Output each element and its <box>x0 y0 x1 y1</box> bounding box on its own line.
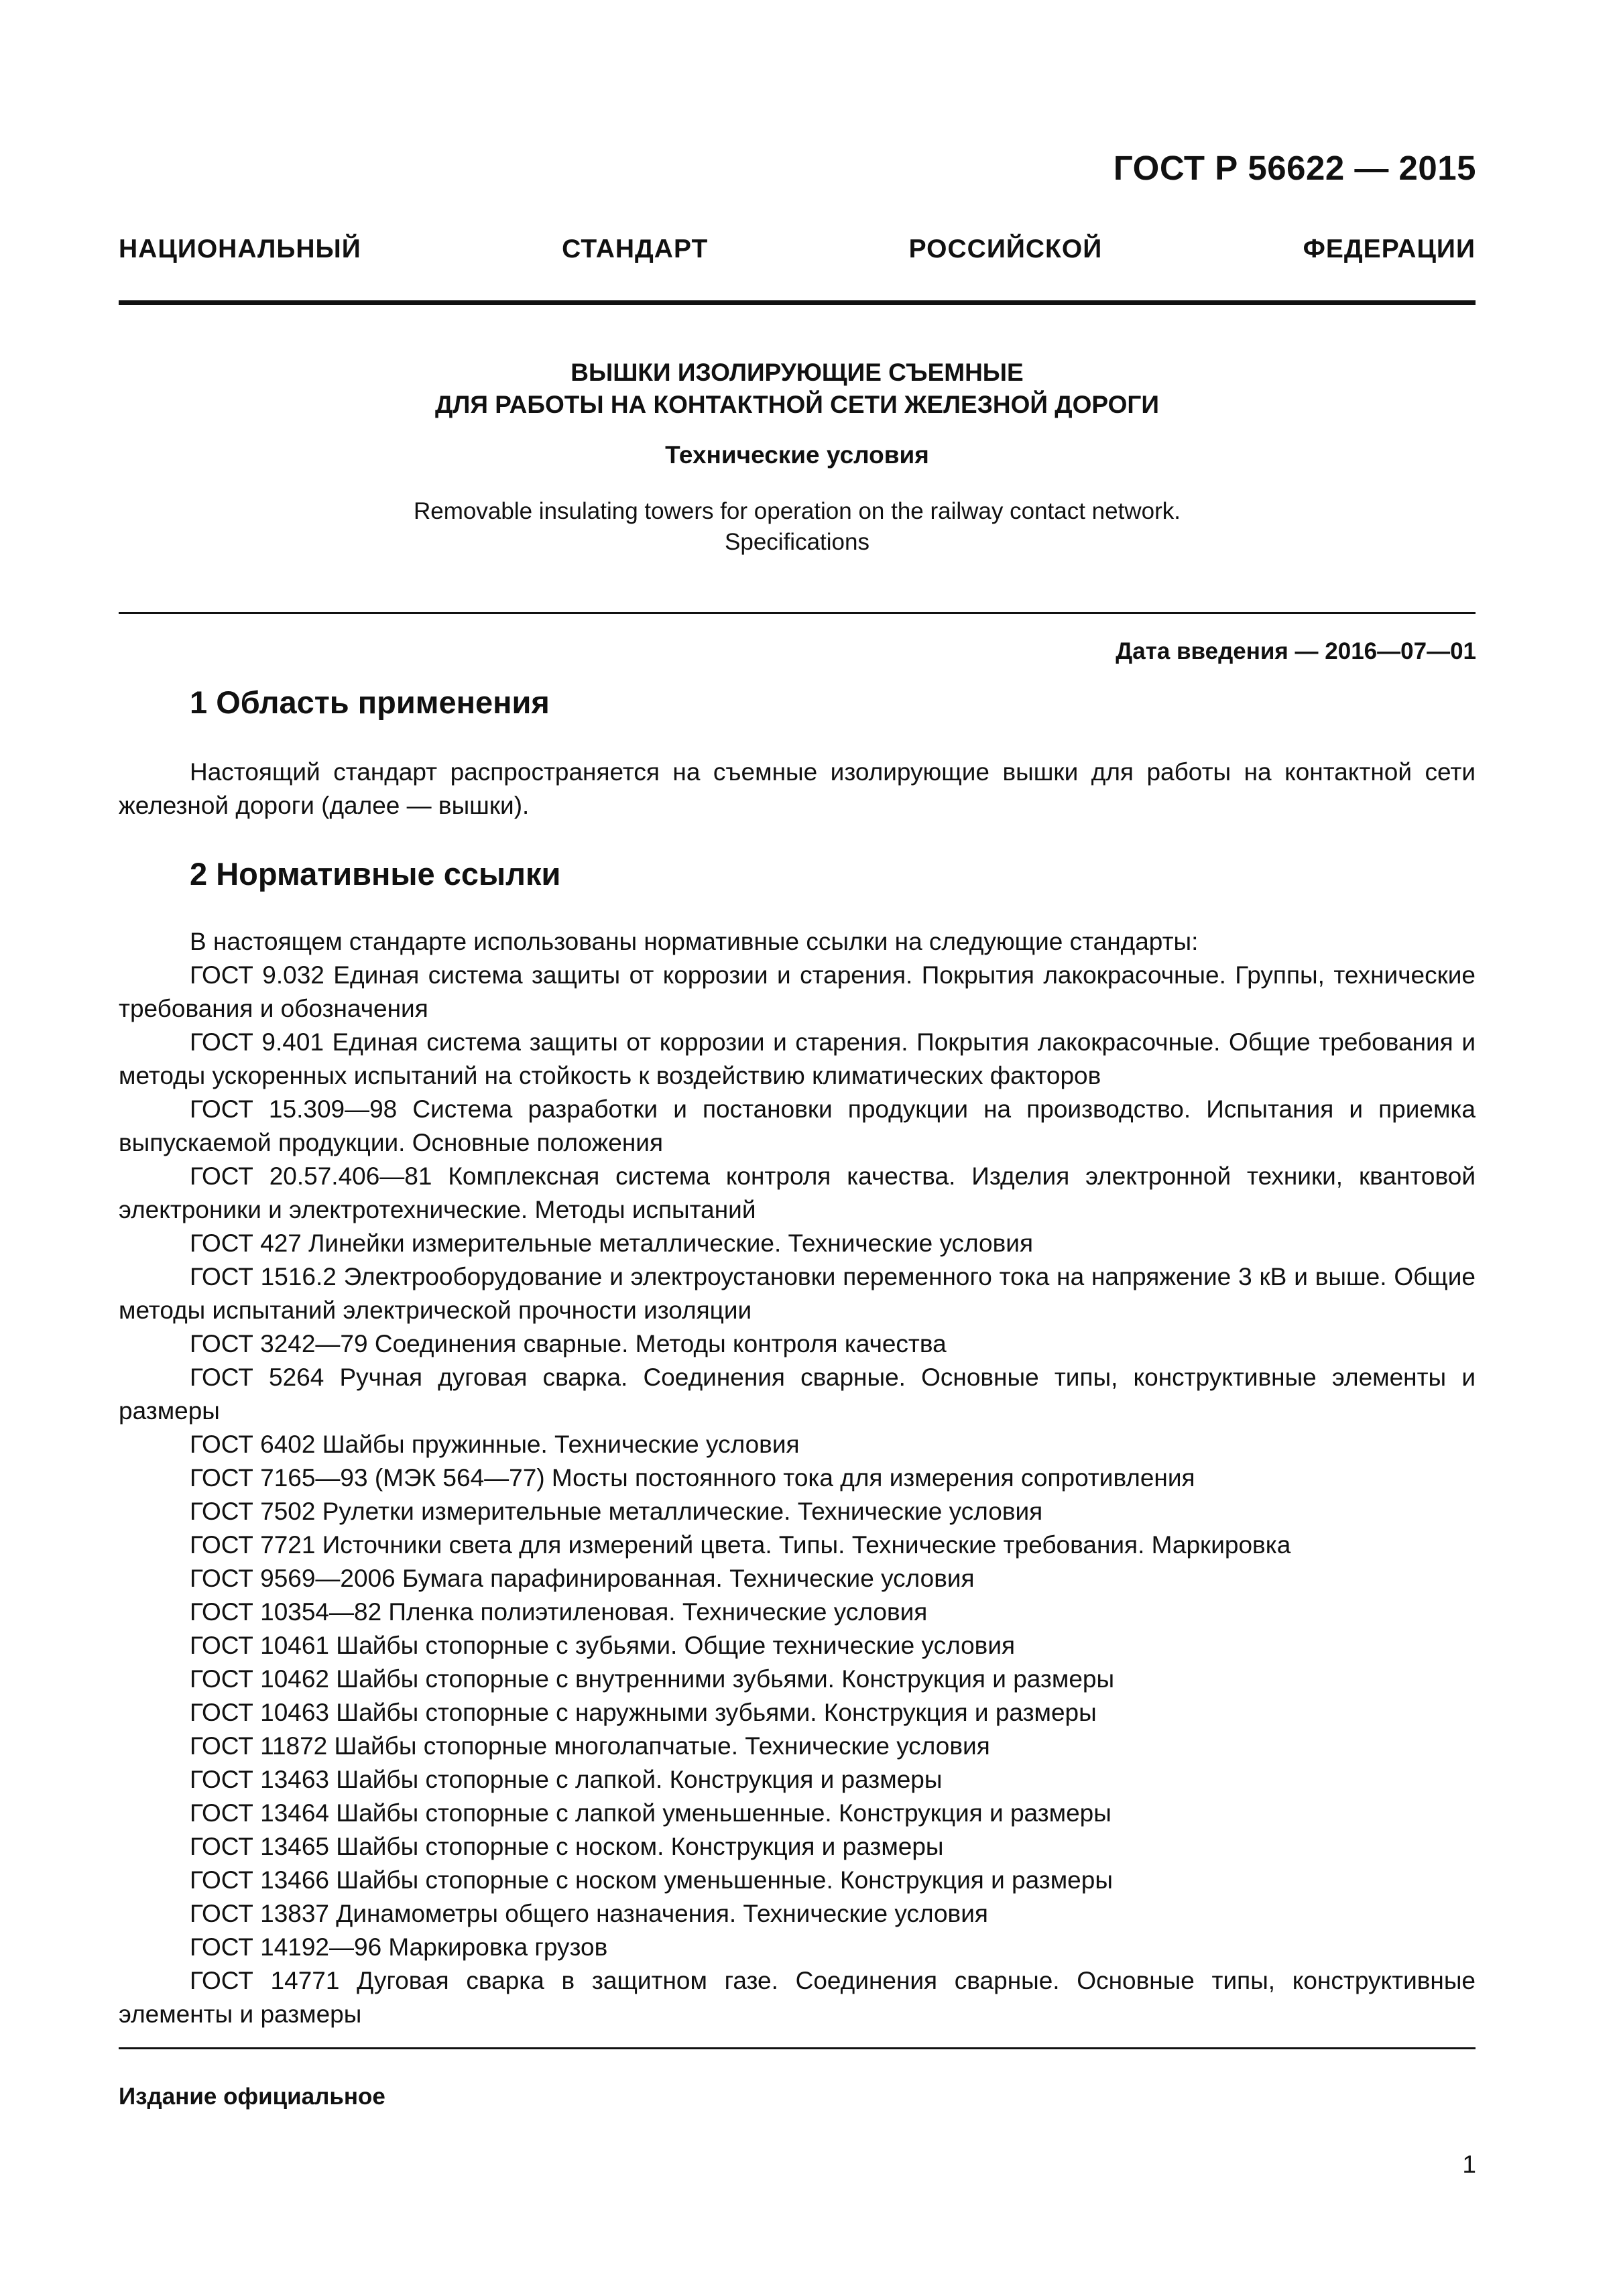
document-number: ГОСТ Р 56622 — 2015 <box>1113 149 1476 187</box>
footer-divider <box>119 2047 1476 2049</box>
section-2-heading: 2 Нормативные ссылки <box>190 856 561 892</box>
section-1-paragraph: Настоящий стандарт распространяется на съемные изолирующие вышки для работы на контактной сети железной дороги (далее — вышки). <box>119 758 1476 819</box>
title-line-2: ДЛЯ РАБОТЫ НА КОНТАКТНОЙ СЕТИ ЖЕЛЕЗНОЙ ДОРОГИ <box>435 391 1159 418</box>
reference-item: ГОСТ 6402 Шайбы пружинные. Технические условия <box>190 1431 800 1458</box>
reference-item: ГОСТ 15.309—98 Система разработки и постановки продукции на производство. Испытания и приемка выпускаемой продукции. Основные положения <box>119 1095 1476 1156</box>
reference-item: ГОСТ 3242—79 Соединения сварные. Методы контроля качества <box>190 1330 947 1357</box>
section-1-body <box>119 756 1476 823</box>
reference-item: ГОСТ 13466 Шайбы стопорные с носком уменьшенные. Конструкция и размеры <box>190 1866 1113 1894</box>
reference-item: ГОСТ 14771 Дуговая сварка в защитном газе. Соединения сварные. Основные типы, конструктивные элементы и размеры <box>119 1967 1476 2028</box>
reference-item: ГОСТ 9.401 Единая система защиты от коррозии и старения. Покрытия лакокрасочные. Общие требования и методы ускоренных испытаний на стойкость к воздействию климатических факторов <box>119 1028 1476 1089</box>
header-divider <box>119 300 1476 305</box>
title-block <box>119 357 1476 558</box>
references-list <box>119 925 1476 2031</box>
english-title-line-1: Removable insulating towers for operation on the railway contact network. <box>414 498 1181 524</box>
reference-item: ГОСТ 5264 Ручная дуговая сварка. Соединения сварные. Основные типы, конструктивные элементы и размеры <box>119 1364 1476 1425</box>
reference-item: ГОСТ 9569—2006 Бумага парафинированная. Технические условия <box>190 1565 975 1592</box>
reference-item: ГОСТ 10463 Шайбы стопорные с наружными зубьями. Конструкция и размеры <box>190 1699 1097 1726</box>
introduction-date: Дата введения — 2016—07—01 <box>1116 638 1476 664</box>
reference-item: ГОСТ 13464 Шайбы стопорные с лапкой уменьшенные. Конструкция и размеры <box>190 1799 1111 1827</box>
reference-item: ГОСТ 10462 Шайбы стопорные с внутренними зубьями. Конструкция и размеры <box>190 1665 1115 1693</box>
reference-item: ГОСТ 13463 Шайбы стопорные с лапкой. Конструкция и размеры <box>190 1766 943 1793</box>
reference-item: ГОСТ 13465 Шайбы стопорные с носком. Конструкция и размеры <box>190 1833 944 1860</box>
reference-item: ГОСТ 7721 Источники света для измерений цвета. Типы. Технические требования. Маркировка <box>190 1531 1291 1559</box>
section-1-heading: 1 Область применения <box>190 684 550 720</box>
reference-item: ГОСТ 11872 Шайбы стопорные многолапчатые. Технические условия <box>190 1732 990 1760</box>
reference-item: ГОСТ 7502 Рулетки измерительные металлические. Технические условия <box>190 1498 1043 1525</box>
page-number: 1 <box>1462 2151 1476 2178</box>
title-divider <box>119 612 1476 614</box>
reference-item: ГОСТ 13837 Динамометры общего назначения. Технические условия <box>190 1900 988 1927</box>
title-subtitle: Технические условия <box>665 441 929 469</box>
reference-item: ГОСТ 14192—96 Маркировка грузов <box>190 1933 608 1961</box>
reference-item: ГОСТ 20.57.406—81 Комплексная система контроля качества. Изделия электронной техники, квантовой электроники и электротехнические. Методы испытаний <box>119 1162 1476 1223</box>
reference-item: ГОСТ 10461 Шайбы стопорные с зубьями. Общие технические условия <box>190 1632 1016 1659</box>
reference-item: ГОСТ 9.032 Единая система защиты от коррозии и старения. Покрытия лакокрасочные. Группы, технические требования и обозначения <box>119 961 1476 1022</box>
reference-item: ГОСТ 427 Линейки измерительные металлические. Технические условия <box>190 1229 1033 1257</box>
national-standard-banner: НАЦИОНАЛЬНЫЙ СТАНДАРТ РОССИЙСКОЙ ФЕДЕРАЦИИ <box>119 235 1476 263</box>
title-line-1: ВЫШКИ ИЗОЛИРУЮЩИЕ СЪЕМНЫЕ <box>570 359 1024 386</box>
reference-item: ГОСТ 1516.2 Электрооборудование и электроустановки переменного тока на напряжение 3 кВ и выше. Общие методы испытаний электрической прочности изоляции <box>119 1263 1476 1324</box>
english-title-line-2: Specifications <box>725 529 869 555</box>
official-edition-label: Издание официальное <box>119 2083 385 2110</box>
reference-item: ГОСТ 7165—93 (МЭК 564—77) Мосты постоянного тока для измерения сопротивления <box>190 1464 1195 1492</box>
reference-item: ГОСТ 10354—82 Пленка полиэтиленовая. Технические условия <box>190 1598 928 1626</box>
references-intro: В настоящем стандарте использованы нормативные ссылки на следующие стандарты: <box>190 928 1199 955</box>
